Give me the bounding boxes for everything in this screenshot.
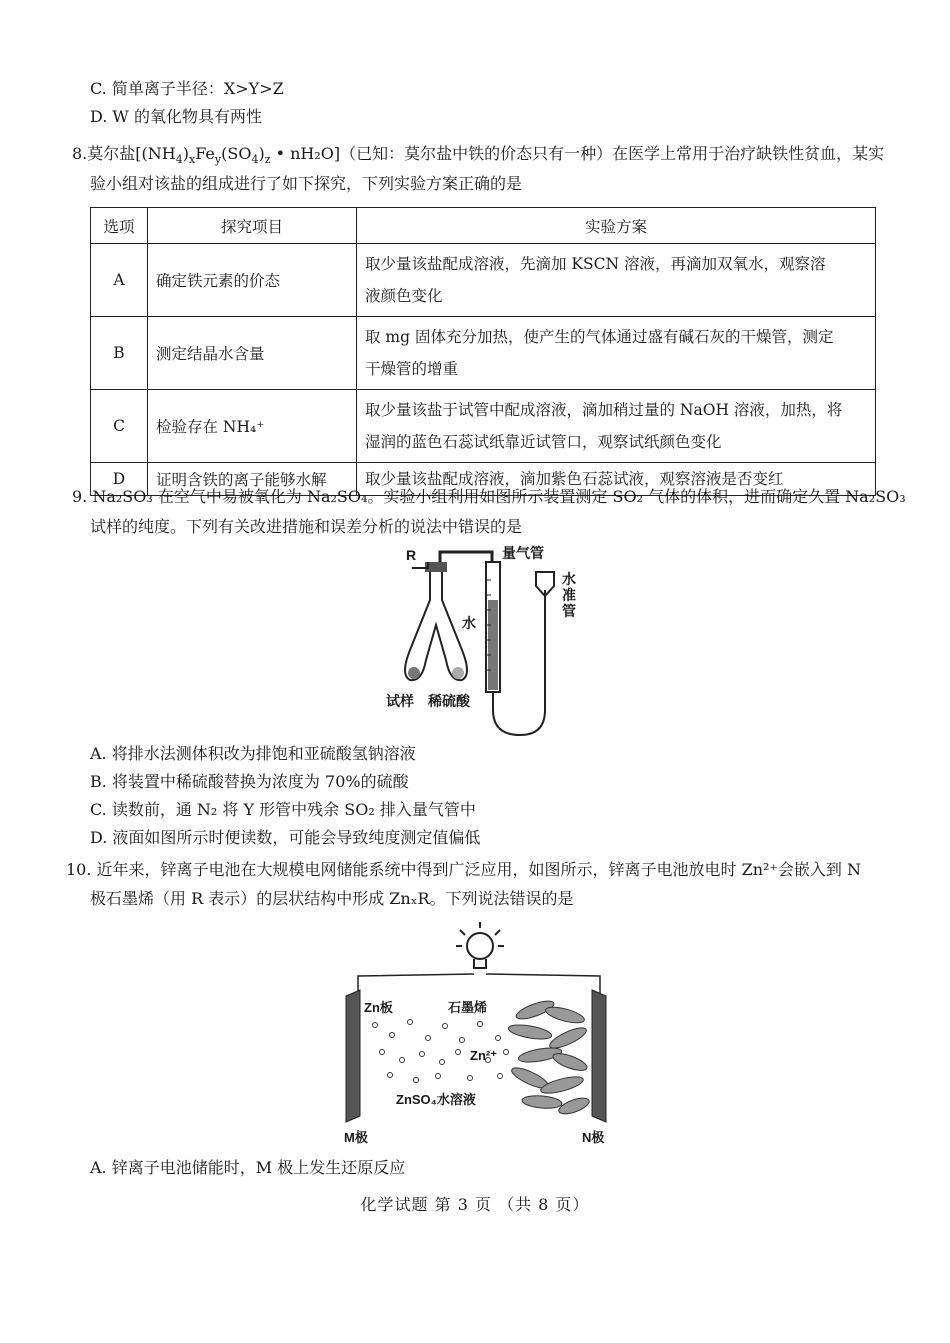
q8-stem-line2: 验小组对该盐的组成进行了如下探究，下列实验方案正确的是	[90, 174, 523, 193]
label-level-tube-2: 准	[562, 587, 576, 603]
label-m-pole: M极	[344, 1130, 368, 1145]
label-level-tube-1: 水	[562, 571, 576, 587]
connecting-tube	[440, 552, 492, 562]
q8-formula-part: (SO	[221, 144, 252, 163]
q10-option-a: A. 锌离子电池储能时，M 极上发生还原反应	[90, 1158, 406, 1177]
graphene-layers	[507, 998, 591, 1118]
table-row	[91, 317, 876, 390]
table-cell-item: 测定结晶水含量	[148, 317, 357, 390]
table-cell-item: 证明含铁的离子能够水解	[148, 463, 357, 496]
label-acid: 稀硫酸	[428, 693, 470, 709]
water-column	[488, 600, 498, 690]
q9-option-d: D. 液面如图所示时便读数，可能会导致纯度测定值偏低	[90, 828, 481, 847]
q8-stem-line1	[72, 143, 884, 171]
q8-sub: x	[188, 153, 196, 167]
q8-sub: 4	[251, 153, 259, 167]
q9-stem-line1: 9. Na₂SO₃ 在空气中易被氧化为 Na₂SO₄。实验小组利用如图所示装置测定 SO₂ 气体的体积，进而确定久置 Na₂SO₃	[72, 487, 906, 506]
gas-measurement-apparatus	[370, 540, 600, 740]
y-tube	[405, 570, 467, 680]
q7-option-d: D. W 的氧化物具有两性	[90, 107, 262, 126]
label-water: 水	[462, 615, 476, 631]
label-burette: 量气管	[502, 545, 544, 561]
q8-formula-part: )	[258, 144, 265, 163]
table-cell-plan	[357, 244, 876, 317]
label-n-pole: N极	[582, 1130, 605, 1145]
q8-formula-part: )	[182, 144, 189, 163]
plan-line: 湿润的蓝色石蕊试纸靠近试管口，观察试纸颜色变化	[365, 433, 722, 451]
table-cell-plan	[357, 317, 876, 390]
table-cell-item: 检验存在 NH₄⁺	[148, 390, 357, 463]
table-header: 探究项目	[148, 208, 357, 244]
q8-formula-part: 莫尔盐[(NH	[87, 144, 176, 163]
n-plate	[592, 990, 606, 1122]
q8-sub: z	[264, 153, 271, 167]
label-zn-ion: Zn²⁺	[470, 1048, 498, 1063]
table-cell-option: D	[91, 463, 148, 496]
table-cell-plan	[357, 390, 876, 463]
q8-stem-text: • nH₂O]（已知：莫尔盐中铁的价态只有一种）在医学上常用于治疗缺铁性贫血，某实	[270, 144, 885, 163]
label-r: R	[406, 547, 417, 563]
wire	[358, 974, 600, 998]
table-cell-plan: 取少量该盐配成溶液，滴加紫色石蕊试液，观察溶液是否变红	[357, 463, 876, 496]
label-level-tube-3: 管	[562, 603, 576, 619]
plan-line: 取 mg 固体充分加热，使产生的气体通过盛有碱石灰的干燥管，测定	[365, 328, 834, 346]
q8-formula-part: Fe	[195, 144, 215, 163]
q9-option-c: C. 读数前，通 N₂ 将 Y 形管中残余 SO₂ 排入量气管中	[90, 800, 476, 819]
sample-solid	[408, 667, 420, 679]
plan-line: 液颜色变化	[365, 287, 443, 305]
plan-line: 取少量该盐配成溶液，先滴加 KSCN 溶液，再滴加双氧水，观察溶	[365, 255, 826, 273]
q8-sub: 4	[175, 153, 183, 167]
table-header-row	[91, 208, 876, 244]
q8-sub: y	[214, 153, 222, 167]
table-cell-option: B	[91, 317, 148, 390]
q8-number: 8.	[72, 144, 88, 163]
plan-line: 干燥管的增重	[365, 360, 459, 378]
table-row	[91, 244, 876, 317]
q10-stem-line2: 极石墨烯（用 R 表示）的层状结构中形成 ZnₓR。下列说法错误的是	[90, 889, 574, 908]
q9-option-a: A. 将排水法测体积改为排饱和亚硫酸氢钠溶液	[90, 744, 416, 763]
label-graphene: 石墨烯	[448, 1000, 488, 1015]
q9-stem-line2: 试样的纯度。下列有关改进措施和误差分析的说法中错误的是	[90, 517, 523, 536]
q9-option-b: B. 将装置中稀硫酸替换为浓度为 70%的硫酸	[90, 772, 409, 791]
zinc-ion-battery-diagram	[330, 920, 630, 1150]
table-cell-item: 确定铁元素的价态	[148, 244, 357, 317]
label-zn-plate: Zn板	[364, 1000, 393, 1015]
page-footer: 化学试题 第 3 页 （共 8 页）	[360, 1195, 590, 1214]
table-cell-option: A	[91, 244, 148, 317]
plan-line: 取少量该盐于试管中配成溶液，滴加稍过量的 NaOH 溶液，加热，将	[365, 401, 843, 419]
table-header: 选项	[91, 208, 148, 244]
q10-stem-line1: 10. 近年来，锌离子电池在大规模电网储能系统中得到广泛应用，如图所示，锌离子电池放电时 Zn²⁺会嵌入到 N	[66, 860, 861, 879]
light-bulb-icon	[456, 922, 504, 968]
label-solution: ZnSO₄水溶液	[396, 1092, 476, 1107]
zn-plate	[346, 990, 360, 1122]
acid-liquid	[452, 667, 464, 679]
table-row	[91, 390, 876, 463]
q7-option-c: C. 简单离子半径：X>Y>Z	[90, 79, 284, 98]
table-header: 实验方案	[357, 208, 876, 244]
q8-table	[90, 207, 876, 496]
table-cell-option: C	[91, 390, 148, 463]
label-sample: 试样	[386, 693, 414, 709]
